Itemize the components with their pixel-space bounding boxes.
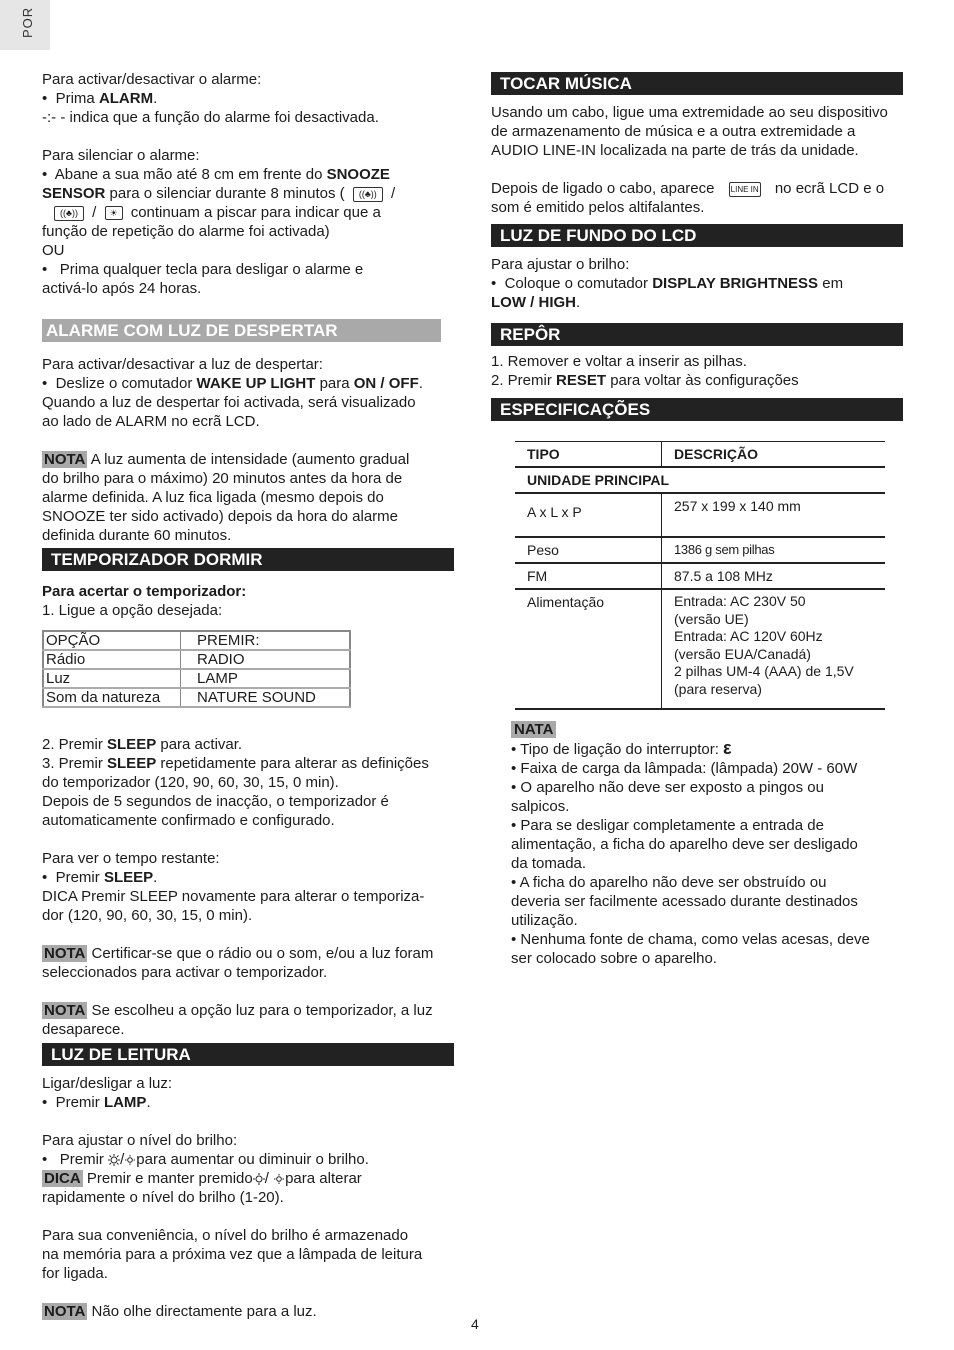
specs-table (515, 441, 885, 710)
table-row: Luz LAMP (43, 669, 350, 688)
music-heading: TOCAR MÚSICA (491, 72, 903, 95)
silence-line-3: ((♣)) / ☀ continuam a piscar para indicar que a (42, 203, 454, 222)
reset-heading: REPÔR (491, 323, 903, 346)
wakeup-heading: ALARME COM LUZ DE DESPERTAR (42, 319, 441, 342)
sleep-step-3: 3. Premir SLEEP repetidamente para alterar as definições (42, 755, 429, 772)
left-column (42, 70, 454, 298)
silence-bullet-2: • Prima qualquer tecla para desligar o alarme e (42, 261, 364, 278)
reading-heading: LUZ DE LEITURA (42, 1043, 454, 1066)
sleep-step-1: 1. Ligue a opção desejada: (42, 602, 223, 619)
wakeup-light-icon: ☀ (105, 206, 123, 220)
or-text: OU (42, 242, 65, 259)
line-in-icon: LINE IN (729, 182, 761, 197)
alarm-bell-2-icon: ((♣)) (54, 206, 84, 221)
tip-tag: DICA (44, 1170, 81, 1187)
wakeup-intro: Para activar/desactivar a luz de despertar: (42, 356, 323, 373)
sleep-steps: 2. Premir SLEEP para activar. 3. Premir SLEEP repetidamente para alterar as definições do temporizador (120, 90, 60, 30, 15, 0 min). Depois de 5 segundos de inacção, o temporizador é automaticamente confirmado e configurado. Para ver o tempo restante: • Premir SLEEP. DICA Premir SLEEP novamente para alterar o temporiza- dor (120, 90, 60, 30, 15, 0 min). NOTA Certificar-se que o rádio ou o som, e/ou a luz foram seleccionados para activar o temporizador. NOTA Se escolheu a opção luz para o temporizador, a luz desaparece. (42, 735, 452, 1039)
note-tag: NATA (511, 721, 556, 738)
silence-line-2: SENSOR para o silenciar durante 8 minutos ( ((♣)) / (42, 185, 396, 202)
note-tag: NOTA (44, 945, 86, 962)
table-row: A x L x P 257 x 199 x 140 mm (515, 493, 885, 537)
alarm-intro: Para activar/desactivar o alarme: (42, 71, 262, 88)
table-row: FM 87.5 a 108 MHz (515, 563, 885, 589)
specs-heading: ESPECIFICAÇÕES (491, 398, 903, 421)
table-row: Peso 1386 g sem pilhas (515, 537, 885, 563)
alarm-bullet: • Prima ALARM. (42, 90, 158, 107)
notes-section: NATA • Tipo de ligação do interruptor: ε • Faixa de carga da lâmpada: (lâmpada) 20W - 60W • O aparelho não deve ser exposto a pingos ou salpicos. • Para se desligar completamente a entrada de alimentação, a ficha do aparelho deve ser desligado da tomada. • A ficha do aparelho não deve ser obstruído ou deveria ser facilmente acessado durante destinados utilização. • Nenhuma fonte de chama, como velas acesas, deve ser colocado sobre o aparelho. (511, 721, 870, 967)
sleep-options-table (42, 630, 351, 708)
reset-section: 1. Remover e voltar a inserir as pilhas. 2. Premir RESET para voltar às configurações (491, 353, 799, 389)
note-tag: NOTA (44, 451, 86, 468)
music-section: Usando um cabo, ligue uma extremidade ao seu dispositivo de armazenamento de música e a outra extremidade a AUDIO LINE-IN localizada na parte de trás da unidade. Depois de ligado o cabo, aparece LINE IN no ecrã LCD e o som é emitido pelos altifalantes. (491, 104, 888, 216)
sleep-step-2: 2. Premir SLEEP para activar. (42, 736, 243, 753)
alarm-bell-1-icon: ((♣)) (353, 187, 383, 202)
silence-intro: Para silenciar o alarme: (42, 147, 200, 164)
table-row: UNIDADE PRINCIPAL (515, 467, 885, 493)
brightness-up-icon (108, 1154, 120, 1166)
table-row: OPÇÃO PREMIR: (43, 631, 350, 650)
wakeup-bullet: • Deslize o comutador WAKE UP LIGHT para ON / OFF. (42, 375, 423, 392)
brightness-down-icon (124, 1154, 136, 1166)
table-row: Rádio RADIO (43, 650, 350, 669)
sleep-sub: Para acertar o temporizador: (42, 583, 247, 600)
lcd-section: Para ajustar o brilho: • Coloque o comutador DISPLAY BRIGHTNESS em LOW / HIGH. (491, 256, 844, 311)
note-tag: NOTA (44, 1303, 86, 1320)
page-number: 4 (471, 1316, 479, 1332)
language-tab (0, 0, 50, 50)
table-header-row: TIPO DESCRIÇÃO (515, 442, 885, 468)
brightness-up-icon (253, 1173, 265, 1185)
wakeup-line-2: Quando a luz de despertar foi activada, será visualizado (42, 394, 416, 411)
table-row: Som da natureza NATURE SOUND (43, 688, 350, 707)
silence-line-1: • Abane a sua mão até 8 cm em frente do SNOOZE (42, 166, 390, 183)
table-row: Alimentação Entrada: AC 230V 50 (versão UE) Entrada: AC 120V 60Hz (versão EUA/Canadá) 2 pilhas UM-4 (AAA) de 1,5V (para reserva) (515, 589, 885, 709)
sleep-heading: TEMPORIZADOR DORMIR (42, 548, 454, 571)
brightness-down-icon (273, 1173, 285, 1185)
reading-section: Ligar/desligar a luz: • Premir LAMP. Para ajustar o nível do brilho: • Premir / para aumentar ou diminuir o brilho. DICA Premir e manter premido / para alterar rapidamente o nível do brilho (1-20). Para sua conveniência, o nível do brilho é armazenado na memória para a próxima vez que a lâmpada de leitura for ligada. NOTA Não olhe directamente para a luz. (42, 1075, 423, 1320)
wakeup-line-3: ao lado de ALARM no ecrã LCD. (42, 413, 260, 430)
language-label: POR (20, 6, 35, 38)
sleep-section (42, 582, 454, 708)
wakeup-section (42, 355, 454, 545)
note-tag: NOTA (44, 1002, 86, 1019)
alarm-off-line: -:- - indica que a função do alarme foi desactivada. (42, 109, 379, 126)
lcd-heading: LUZ DE FUNDO DO LCD (491, 224, 903, 247)
silence-bullet-2b: activá-lo após 24 horas. (42, 280, 202, 297)
wakeup-note: NOTA A luz aumenta de intensidade (aumento gradual do brilho para o máximo) 20 minutos antes da hora de alarme definida. A luz fica ligada (mesmo depois do SNOOZE ter sido activado) depois da hora do alarme definida durante 60 minutos. (42, 451, 410, 544)
silence-line-4: função de repetição do alarme foi activada) (42, 223, 330, 240)
